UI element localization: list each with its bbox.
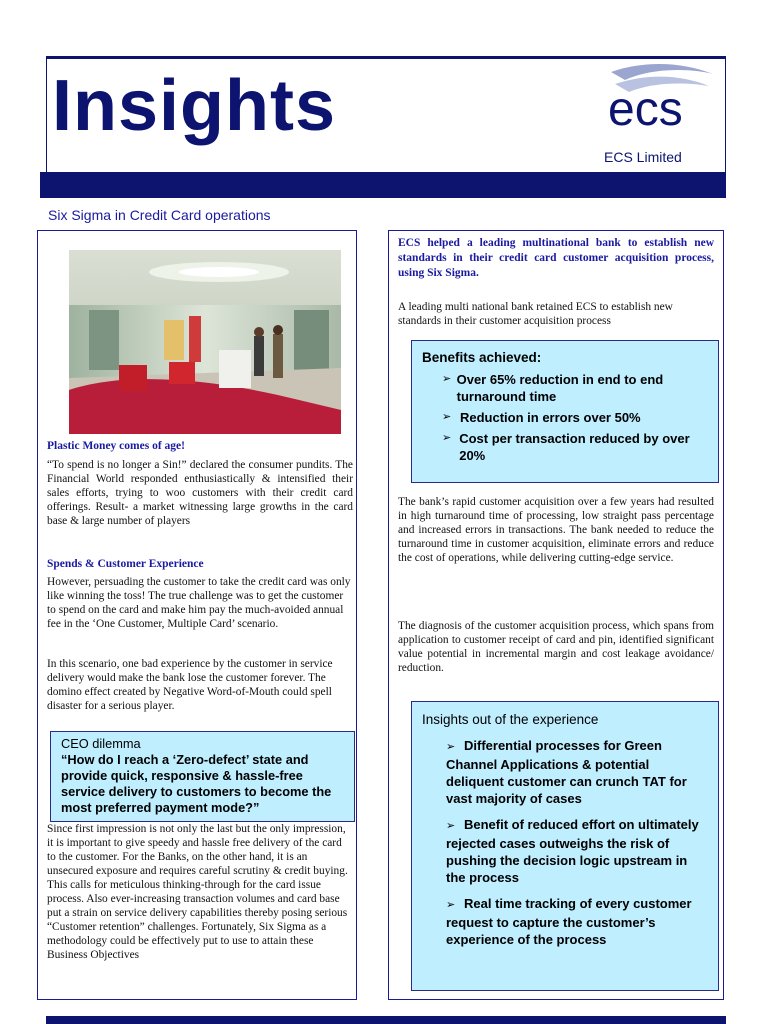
arrow-bullet-icon: ➢ <box>446 820 456 832</box>
arrow-bullet-icon: ➢ <box>446 899 456 911</box>
benefit-item: ➢ Reduction in errors over 50% <box>442 410 641 425</box>
ceo-dilemma-callout <box>50 731 355 822</box>
insight-item: ➢ Benefit of reduced effort on ultimately rejected cases outweighs the risk of pushing the decision logic upstream in the process <box>446 817 699 885</box>
insights-callout <box>411 701 719 991</box>
bank-branch-photo <box>69 250 341 434</box>
footer-bar <box>46 1016 726 1024</box>
benefit-item: ➢ Over 65% reduction in end to end turnaround time <box>442 372 664 404</box>
heading-spends: Spends & Customer Experience <box>47 558 204 570</box>
benefits-callout <box>411 340 719 483</box>
benefits-title: Benefits achieved: <box>422 350 542 365</box>
benefit-item: ➢ Cost per transaction reduced by over 20% <box>442 431 690 463</box>
ceo-dilemma-title: CEO dilemma <box>61 736 141 751</box>
masthead-title: Insights <box>52 66 337 146</box>
insight-item: ➢ Differential processes for Green Channel Applications & potential deliquent customer can crunch TAT for vast majority of cases <box>446 738 687 806</box>
arrow-bullet-icon: ➢ <box>442 411 452 423</box>
paragraph-spends: However, persuading the customer to take the credit card was only like winning the toss! The true challenge was to get the customer to spend on the card and make him pay the much-avoided annual fee in the ‘One Customer, Multiple Card’ scenario. <box>47 576 351 630</box>
company-name: ECS Limited <box>604 149 682 165</box>
paragraph-diagnosis: The diagnosis of the customer acquisition process, which spans from application to customer receipt of card and pin, identified significant value potential in incremental margin and cost leakage avoidance/ reduction. <box>398 620 714 674</box>
paragraph-plastic-money: “To spend is no longer a Sin!” declared the consumer pundits. The Financial World responded enthusiastically & intensified their sales efforts, trying to woo customers with their credit card offerings. Result- a market witnessing large growths in the card base & large number of players <box>47 459 353 527</box>
paragraph-rapid-acquisition: The bank’s rapid customer acquisition over a few years had resulted in high turnaround time of processing, low straight pass percentage and increased errors in transactions. The bank needed to reduce the turnaround time in customer acquisition, eliminate errors and reduce the cost of operations, while delivering cutting-edge service. <box>398 496 714 564</box>
ceo-dilemma-quote: “How do I reach a ‘Zero-defect’ state and provide quick, responsive & hassle-free service delivery to customers to become the most preferred payment mode?” <box>61 752 332 815</box>
paragraph-bad-experience: In this scenario, one bad experience by the customer in service delivery would make the bank lose the customer forever. The domino effect created by Negative Word-of-Mouth could spell disaster for a serious player. <box>47 658 333 712</box>
insight-item: ➢ Real time tracking of every customer request to capture the customer’s experience of the process <box>446 896 692 947</box>
intro-heading: ECS helped a leading multinational bank to establish new standards in their credit card customer acquisition process, using Six Sigma. <box>398 237 714 279</box>
intro-paragraph: A leading multi national bank retained ECS to establish new standards in their customer acquisition process <box>398 301 673 327</box>
logo-wordmark: ecs <box>608 83 683 136</box>
arrow-bullet-icon: ➢ <box>442 432 452 444</box>
paragraph-first-impression: Since first impression is not only the last but the only impression, it is important to give speedy and hassle free delivery of the card to the customer. For the Banks, on the other hand, it is an unsecured exposure and requires careful scrutiny & credit buying. This calls for meticulous thinking-through for the card issue process. Also ever-increasing transaction volumes and card base put a strain on service delivery capabilities thereby posing serious “Customer retention” challenges. Fortunately, Six Sigma as a methodology could be effectively put to use to attain these Business Objectives <box>47 823 348 961</box>
section-title: Six Sigma in Credit Card operations <box>48 207 271 223</box>
header-bar <box>40 172 726 198</box>
heading-plastic-money: Plastic Money comes of age! <box>47 440 185 452</box>
arrow-bullet-icon: ➢ <box>446 741 456 753</box>
arrow-bullet-icon: ➢ <box>442 373 452 385</box>
insights-title: Insights out of the experience <box>422 712 599 727</box>
